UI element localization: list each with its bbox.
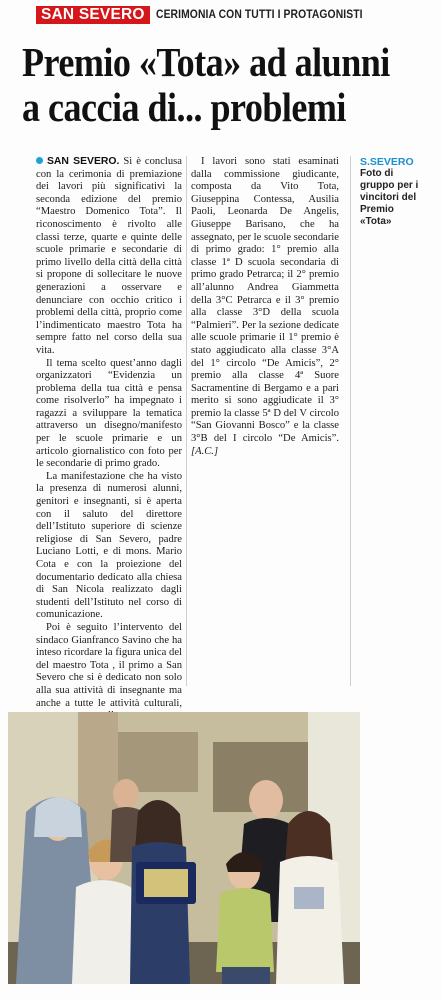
kicker-text: CERIMONIA CON TUTTI I PROTAGONISTI <box>155 9 363 21</box>
article-paragraph-1: SAN SEVERO. Si è conclusa con la cerimonia di premiazione dei lavori più significativi la seconda edizione del premio “Maestro Domenico Tota”. Il riconoscimento è rivolto alle classi terze, quarte e quinte delle scuole primarie e secondarie di primo livello della città della città si propone di sollecitare le nuove generazioni a osservare e denunciare con occhio critico i problemi della città, proprio come l’indimenticato maestro Tota ha sempre fatto nel corso della sua vita. <box>36 156 182 356</box>
caption-location: S.SEVERO <box>360 156 414 168</box>
section-tag: SAN SEVERO <box>36 6 150 24</box>
bullet-icon <box>36 157 43 164</box>
caption-text: Foto di gruppo per i vincitori del Premio «Tota» <box>360 168 419 227</box>
author-signature: [A.C.] <box>191 445 219 457</box>
article-paragraph-2: Il tema scelto quest’anno dagli organizzatori “Evidenzia un problema della tua città e pensa come risolverlo” ha impegnato i ragazzi a sviluppare la tematica attraverso un disegno/manifesto per le scuole primarie e un articolo giornalistico con foto per le secondarie di primo grado. <box>36 357 182 470</box>
article-paragraph-3: La manifestazione che ha visto la presenza di numerosi alunni, genitori e insegnanti, si è aperta con il saluto del direttore dell’Istituto superiore di scienze religiose di San Severo, padre Luciano Lotti, e di mons. Mario Cota e con la proiezione del documentario dedicato alla chiesa di San Nicola realizzato dagli studenti dell’Istituto nel corso di comunicazione. <box>36 470 182 621</box>
group-photo-illustration <box>8 712 360 984</box>
dateline: SAN SEVERO. <box>47 156 120 167</box>
headline-line-2: a caccia di... problemi <box>22 84 346 130</box>
headline <box>22 40 436 130</box>
article-paragraph-5: I lavori sono stati esaminati dalla commissione giudicante, composta da Vito Tota, Giuseppina Contessa, Ausilia Paoli, Leonarda De Angelis, Giuseppe Barisano, che ha assegnato, per le scuole secondarie di primo grado: 1° premio alla classe 1ª D scuola secondaria di primo grado Petrarca; il 2° premio all’alunno Andrea Giammetta della 3°C Petrarca e il 3° premio alla classe 3°D della scuola “Palmieri”. Per la sezione dedicate alle scuole primarie il 1° premio è stato aggiudicato alla classe 3°A del 1° circolo “De Amicis”, 2° premio alla classe 4ª Suore Sacramentine di Bergamo e a pari merito si sono aggiudicate il 3° premio la classe 5ª D del V circolo “San Giovanni Bosco” e la classe 3°B del I circolo “De Amicis”. [A.C.] <box>191 156 339 457</box>
column-divider <box>186 156 187 686</box>
article-paragraph-4: Poi è seguito l’intervento del sindaco Gianfranco Savino che ha inteso ricordare la figura unica del del maestro Tota , il primo a San Severo che si è dedicato non solo alla sua attività di insegnante ma anche a tutte le attività culturali, <box>36 621 182 709</box>
photo-caption <box>360 156 426 228</box>
group-photo <box>8 712 360 984</box>
kicker-bar <box>36 6 385 24</box>
article-column-2 <box>191 156 339 458</box>
caption-divider <box>350 156 351 686</box>
headline-line-1: Premio «Tota» ad alunni <box>22 39 390 85</box>
